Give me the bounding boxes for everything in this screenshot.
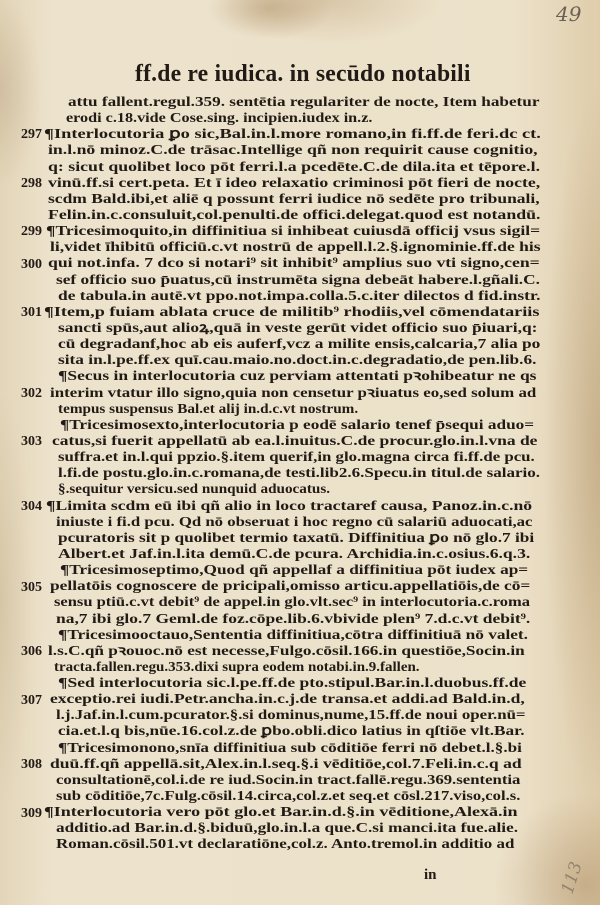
margin-item-number: 302 [21, 385, 42, 401]
margin-annotation: 113 [557, 859, 587, 897]
text-line: de tabula.in autē.vt ppo.not.impa.colla.5.c.iter dilectos d fid.instr. [58, 288, 541, 304]
running-head-row [135, 60, 476, 88]
text-line: li,videt īhibitū officiū.c.vt nostrū de appell.l.2.§.ignominie.ff.de his [50, 240, 541, 256]
text-line: ¶Tricesimoseptimo,Quod qñ appellaf a diffinitiua pōt iudex ap= [60, 563, 529, 579]
text-line: tempus suspensus Bal.et alij in.d.c.vt nostrum. [58, 401, 359, 417]
running-head: ff.de re iudica. in secūdo notabili [135, 61, 471, 87]
text-line: q: sicut quolibet loco pōt ferri.l.a pcedēte.C.de dila.ita et tēpore.l. [48, 159, 541, 175]
text-line: l.j.Jaf.in.l.cum.pcurator.§.si dominus,nume,15.ff.de noui oper.nū= [56, 708, 526, 724]
text-line: §.sequitur versicu.sed nunquid aduocatus. [58, 482, 331, 498]
margin-item-number: 301 [21, 304, 42, 320]
text-line: consultationē,col.i.de re iud.Socin.in tract.fallē.regu.369.sententia [56, 772, 521, 788]
text-line: ¶Item,p fuiam ablata cruce de militib⁹ rhodiis,vel cōmendatariis [44, 304, 540, 320]
margin-item-number: 303 [21, 434, 42, 450]
margin-item-number: 299 [21, 224, 42, 240]
text-line: ¶Tricesimooctauo,Sententia diffinitiua,cōtra diffinitiuā nō valet. [58, 627, 529, 643]
text-line: in.l.nō minoz.C.de trāsac.Intellige qñ non requirit cause cognitio, [48, 143, 538, 159]
text-line: Felin.in.c.consuluit,col.penulti.de offici.delegat.quod est notandū. [48, 207, 541, 223]
margin-item-number: 305 [21, 579, 42, 595]
text-line: ¶Secus in interlocutoria cuz perviam attentati pꝛohibeatur ne qs [58, 369, 537, 385]
text-line: cū degradanf,hoc ab eis auferf,vcz a milite ensis,calcaria,7 alia po [58, 337, 541, 353]
margin-item-number: 297 [21, 127, 42, 143]
text-line: sita in.l.pe.ff.ex quī.cau.maio.no.doct.in.c.degradatio,de pen.lib.6. [58, 353, 537, 369]
text-line: vinū.ff.si cert.peta. Et ī ideo relaxatio criminosi pōt fieri de nocte, [48, 175, 541, 191]
text-line: scdm Bald.ibi,et aliē q possunt ferri iudice nō sedēte pro tribunali, [48, 191, 540, 207]
text-line: tracta.fallen.regu.353.dixi supra eodem notabi.in.9.fallen. [54, 659, 420, 675]
text-line: sensu ptiū.c.vt debit⁹ de appel.in glo.vlt.sec⁹ in interlocutoria.c.roma [54, 595, 531, 611]
text-line: additio.ad Bar.in.d.§.biduū,glo.in.l.a que.C.si manci.ita fue.alie. [56, 821, 519, 837]
text-line: l.s.C.qñ pꝛouoc.nō est necesse,Fulgo.cōsil.166.in questiōe,Socin.in [48, 643, 525, 659]
text-line: qui not.infa. 7 dco si notari⁹ sit inhibit⁹ amplius suo vti signo,cen= [48, 256, 540, 272]
text-line: ¶Tricesimonono,snīa diffinitiua sub cōditiōe ferri nō debet.l.§.bi [58, 740, 522, 756]
text-line: sub cōditiōe,7c.Fulg.cōsil.14.circa,col.z.et seq.et cōsl.217.viso,col.s. [56, 789, 521, 805]
margin-item-number: 308 [21, 757, 42, 773]
text-line: ¶Limita scdm eū ibi qñ alio in loco tractaref causa, Panoz.in.c.nō [46, 498, 533, 514]
text-block [0, 95, 600, 854]
margin-item-number: 306 [21, 644, 42, 660]
text-line: na,7 ibi glo.7 Geml.de foz.cōpe.lib.6.vbivide plen⁹ 7.d.c.vt debit⁹. [56, 611, 531, 627]
text-line: iniuste i fi.d pcu. Qd nō obseruat i hoc regno cū salariū aduocati,ac [56, 514, 533, 530]
text-line: cia.et.l.q bis,nūe.16.col.z.de ꝑbo.obli.dico latius in qſtiōe vlt.Bar. [58, 724, 525, 740]
margin-item-number: 300 [21, 256, 42, 272]
margin-item-number: 309 [21, 805, 42, 821]
text-line: duū.ff.qñ appellā.sit,Alex.in.l.seq.§.i vēditiōe,col.7.Feli.in.c.q ad [50, 756, 522, 772]
margin-item-number: 298 [21, 175, 42, 191]
text-line: Roman.cōsil.501.vt declaratiōne,col.z. Anto.tremol.in additio ad [56, 837, 515, 853]
text-line: exceptio.rei iudi.Petr.ancha.in.c.j.de transa.et addi.ad Bald.in.d, [50, 692, 525, 708]
text-line: pcuratoris sit p quolibet termio taxatū. Diffinitiua ꝑo nō glo.7 ibi [58, 530, 535, 546]
text-line: ¶Sed interlocutoria sic.l.pe.ff.de pto.stipul.Bar.in.l.duobus.ff.de [58, 676, 527, 692]
text-line: pellatōis cognoscere de pricipali,omisso articu.appellatiōis,de cō= [50, 579, 531, 595]
text-line: ¶Interlocutoria ꝑo sic,Bal.in.l.more romano,in fi.ff.de feri.dc ct. [44, 127, 541, 143]
text-line: ¶Interlocutoria vero pōt glo.et Bar.in.d.§.in vēditione,Alexā.in [44, 805, 518, 821]
text-line: sancti spūs,aut alioꝝ,quā in veste gerūt videt officio suo p̄iuari,q: [58, 320, 538, 336]
text-line: ¶Tricesimoquito,in diffinitiua si inhibeat cuiusdā officij vsus sigil= [46, 224, 541, 240]
text-line: Albert.et Jaf.in.l.ita demū.C.de pcura. Archidia.in.c.osius.6.q.3. [58, 546, 531, 562]
text-line: suffra.et in.l.qui ppzio.§.item querif,in glo.magna circa fi.ff.de pcu. [58, 450, 535, 466]
folio-annotation: 49 [556, 2, 582, 26]
text-line: attu fallent.regul.359. sentētia regulariter de nocte, Item habetur [68, 95, 540, 110]
text-line: l.fi.de postu.glo.in.c.romana,de testi.lib2.6.Specu.in titul.de salario. [58, 466, 541, 482]
margin-item-number: 304 [21, 498, 42, 514]
text-line: erodi c.18.vide Cose.sing. incipien.iudex in.z. [66, 111, 373, 127]
text-line: interim vtatur illo signo,quia non censetur pꝛiuatus eo,sed solum ad [50, 385, 537, 401]
catchword: in [424, 867, 437, 883]
text-line: ¶Tricesimosexto,interlocutoria p eodē salario tenef p̄sequi aduo= [60, 417, 535, 433]
margin-item-number: 307 [21, 692, 42, 708]
text-line: catus,si fuerit appellatū ab ea.l.inuitus.C.de procur.glo.in.l.vna de [52, 433, 538, 449]
text-line: sef officio suo p̄uatus,cū instrumēta signa debeāt habere.l.gñali.C. [56, 272, 540, 288]
